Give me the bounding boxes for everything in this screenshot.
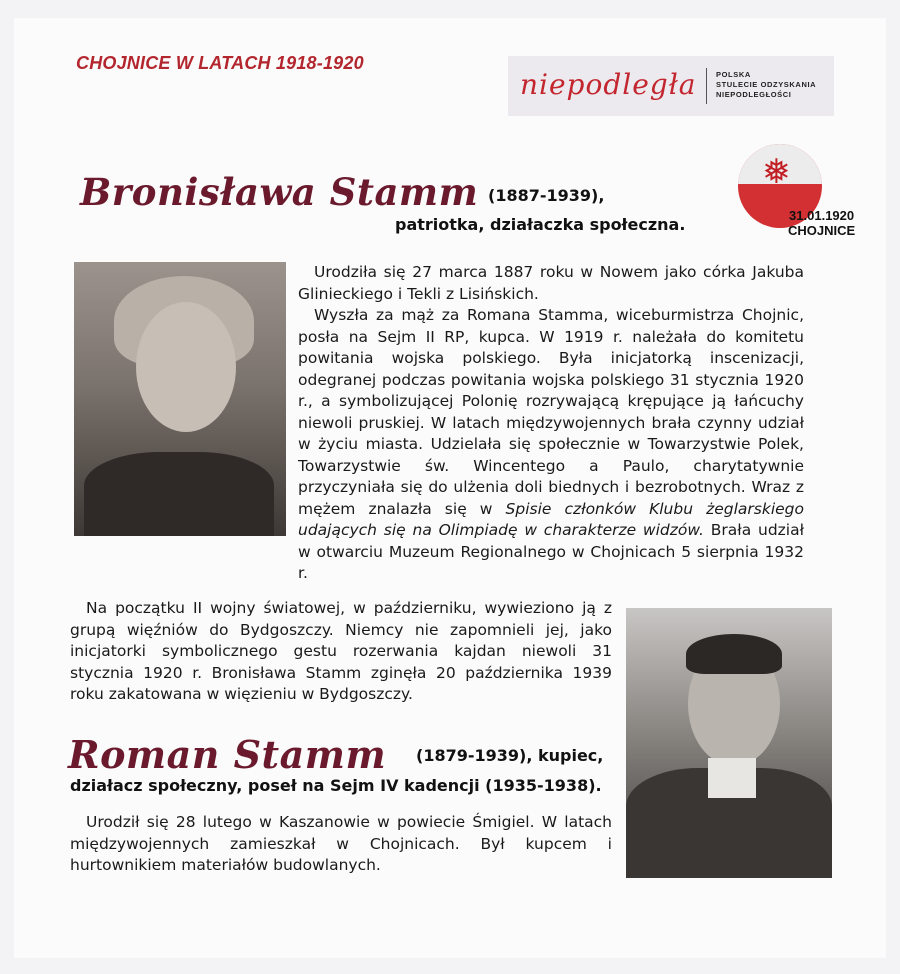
person1-paragraph-1: Urodziła się 27 marca 1887 roku w Nowem jako córka Jakuba Glinieckiego i Tekli z Lisińskich. [298,263,804,303]
page-header: CHOJNICE W LATACH 1918-1920 [76,53,364,73]
niepodlegla-logo [508,56,834,116]
logo-script: niepodległa [520,68,697,101]
person1-paragraph-2: Wyszła za mąż za Romana Stamma, wiceburmistrza Chojnic, posła na Sejm II RP, kupca. W 1919 r. należała do komitetu powitania wojska polskiego. Była inicjatorką inscenizacji, odegranej podczas powitania wojska polskiego 31 stycznia 1920 r., a symbolizującej Polonię rozrywającą krępujące ją łańcuchy niewoli pruskiej. W latach międzywojennych brała czynny udział w życiu miasta. Udzielała się społecznie w Towarzystwie Polek, Towarzystwie św. Wincentego a Paulo, charytatywnie przyczyniała się do ulżenia doli biednych i bezrobotnych. Wraz z mężem znalazła się w Spisie członków Klubu żeglarskiego udających się na Olimpiadę w charakterze widzów. Brała udział w otwarciu Muzeum Regionalnego w Chojnicach 5 sierpnia 1932 r. [298,306,805,582]
person2-role: działacz społeczny, poseł na Sejm IV kadencji (1935-1938). [70,776,602,795]
person1-paragraph-3: Na początku II wojny światowej, w październiku, wywieziono ją z grupą więźniów do Bydgoszczy. Niemcy nie zapomnieli jej, jako inicjatorki symbolicznego gestu rozerwania kajdan niewoli 31 stycznia 1920 r. Bronisława Stamm zginęła 20 października 1939 roku zakatowana w więzieniu w Bydgoszczy. [70,599,612,703]
portrait-dress [84,452,274,536]
portrait-face [136,302,236,432]
logo-line-1: POLSKA [716,70,751,79]
portrait-hair [686,634,782,674]
club-list-title: Spisie członków Klubu żeglarskiego udających się na Olimpiadę w charakterze widzów. [298,499,804,539]
person1-bio-bottom [70,598,612,706]
portrait-roman [626,608,832,878]
person2-years: (1879-1939), kupiec, [416,746,604,765]
emblem-caption [788,208,855,238]
logo-divider [706,68,707,104]
person1-years: (1887-1939), [488,186,605,205]
person2-paragraph-1: Urodził się 28 lutego w Kaszanowie w powiecie Śmigiel. W latach międzywojennych zamieszkał w Chojnicach. Był kupcem i hurtownikiem materiałów budowlanych. [70,813,612,874]
emblem-date: 31.01.1920 [789,208,855,223]
logo-caption [716,70,816,100]
person2-name: Roman Stamm [68,732,387,777]
person1-name: Bronisława Stamm [80,170,479,214]
logo-line-3: NIEPODLEGŁOŚCI [716,90,792,99]
person1-role: patriotka, działaczka społeczna. [395,215,686,234]
logo-line-2: STULECIE ODZYSKANIA [716,80,817,89]
portrait-bronislawa [74,262,286,536]
person1-bio-top [298,262,804,585]
eagle-icon: ❅ [762,152,791,192]
emblem-place: CHOJNICE [788,223,856,238]
person2-bio [70,812,612,877]
portrait-collar [708,758,756,798]
